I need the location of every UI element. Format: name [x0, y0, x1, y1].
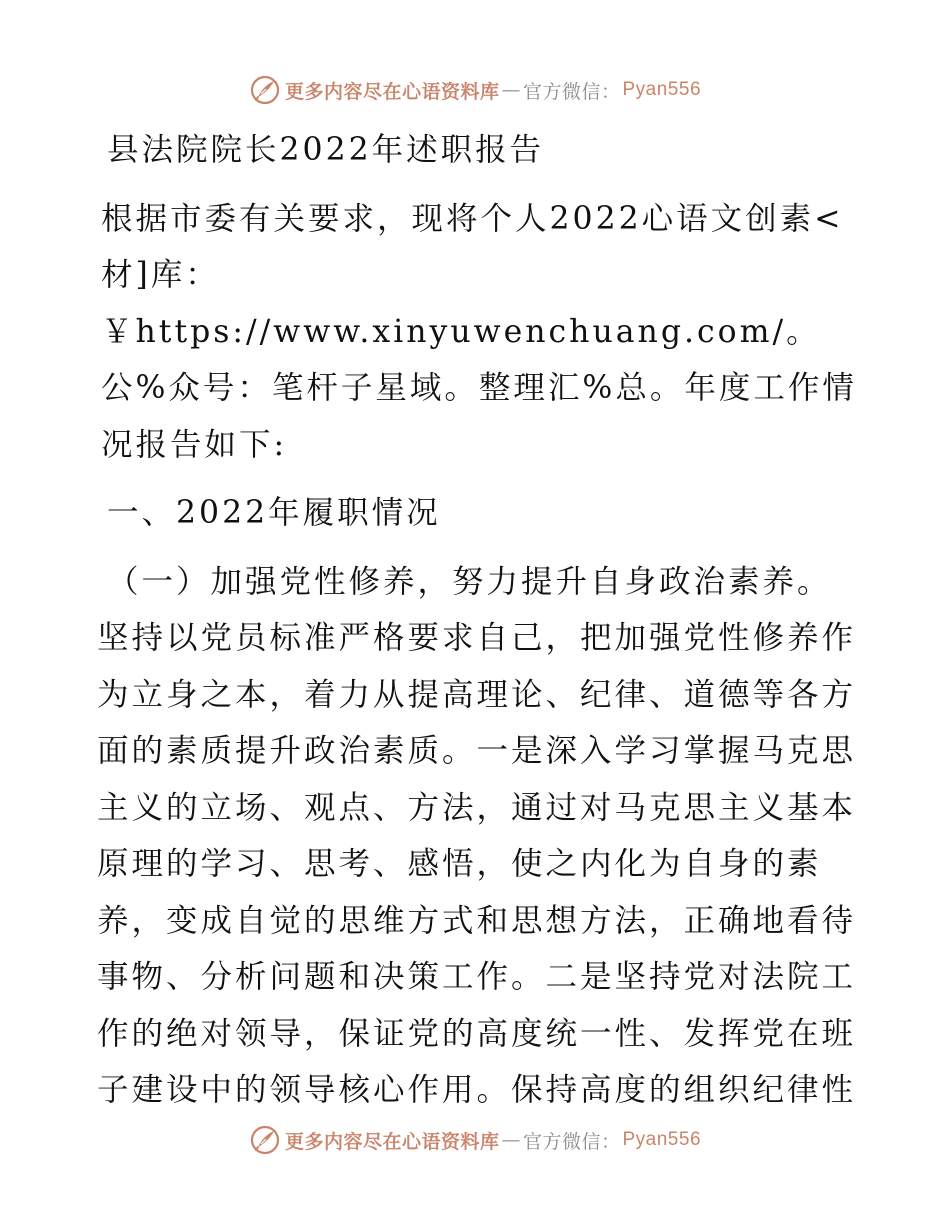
- banner-wechat-label: 官方微信：: [522, 1130, 621, 1153]
- footer-banner: [0, 1120, 950, 1160]
- body-paragraph: 坚持以党员标准严格要求自己，把加强党性修养作为立身之本，着力从提高理论、纪律、道德等各方面的素质提升政治素质。一是深入学习掌握马克思主义的立场、观点、方法，通过对马克思主义基本原理的学习、思考、感悟，使之内化为自身的素养，变成自觉的思维方式和思想方法，正确地看待事物、分析问题和决策工作。二是坚持党对法院工作的绝对领导，保证党的高度统一性、发挥党在班子建设中的领导核心作用。保持高度的组织纪律性: [97, 620, 857, 1108]
- section-heading: 一、2022年履职情况: [107, 495, 441, 531]
- banner-wechat-id: Pyan556: [622, 1129, 702, 1150]
- banner-wechat-label: 官方微信：: [522, 80, 621, 103]
- banner-wechat-id: Pyan556: [622, 79, 702, 100]
- banner-dash: —: [501, 1129, 521, 1151]
- header-banner: [0, 70, 950, 110]
- subsection-heading: （一）加强党性修养，努力提升自身政治素养。: [107, 563, 832, 600]
- banner-slogan: 更多内容尽在心语资料库: [284, 80, 500, 103]
- intro-paragraph: 根据市委有关要求，现将个人2022心语文创素<材]库：￥https://www.xinyuwenchuang.com/。公%众号：笔杆子星域。整理汇%总。年度工作情况报告如下:: [101, 200, 857, 463]
- document-body: [97, 122, 857, 1119]
- feather-pen-logo-icon: [249, 74, 281, 106]
- feather-pen-logo-icon: [249, 1124, 281, 1156]
- banner-dash: —: [501, 79, 521, 101]
- banner-slogan: 更多内容尽在心语资料库: [284, 1130, 500, 1153]
- document-title: 县法院院长2022年述职报告: [107, 132, 545, 168]
